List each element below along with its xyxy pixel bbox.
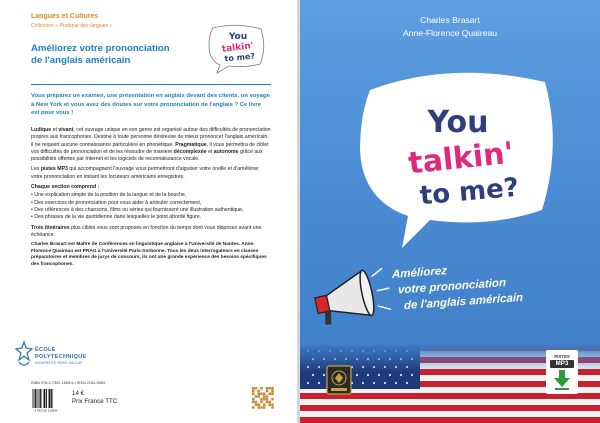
publisher-logo [14,340,124,370]
barcode-icon [31,388,61,412]
download-arrow-icon [554,370,570,390]
megaphone-icon [308,266,393,334]
back-paragraph-1 [31,127,271,163]
mini-logo-tome: to me? [224,51,256,64]
p2-text-2: qui accompagnent l'ouvrage vous permettront d'aiguiser votre oreille et d'améliorer votre prononciation en imitant les locuteurs américains enregistrés. [31,166,259,180]
p1-bold-3: Pragmatique [175,141,207,148]
p3-text-1: plus ciblés vous sont proposés en fonction du temps dont vous disposez avant une échéance. [31,224,262,238]
isbn: ISBN 978-2-7302-1659-5 • ISSN 2104-9963 [31,381,105,385]
p1-text-4: et [206,148,214,155]
back-paragraph-3 [31,225,271,240]
feature-item: • Une explication simple de la position de la langue et de la bouche, [31,192,187,199]
barcode-number: 9 782730 216595 [34,409,58,412]
p1-text-1: et [51,127,59,133]
collection-suffix: » [108,23,113,29]
subtitle-line-1: Améliorez [392,265,447,281]
chapter-heading: Chaque section comprend : [31,184,100,191]
p1-bold-2: vivant [58,127,74,133]
p1-bold-5: autonome [213,148,239,155]
front-cover [300,0,600,423]
subtitle-line-2: votre prononciation [398,277,506,297]
speech-bubble-icon [350,60,560,250]
p1-text-5: grâce aux possibilités offertes par Internet et les logiciels de reconnaissance vocale. [31,148,263,163]
collection-name [31,23,113,29]
price-label: Prix France TTC [72,398,118,405]
mini-logo-you: You [228,32,248,42]
publisher-line-1: ÉCOLE [35,347,56,353]
publisher-badge-icon [326,365,352,395]
p1-bold-1: Ludique [31,127,52,133]
title-talkin: talkin' [406,135,516,182]
feature-item: • Des phrases de la vie quotidienne dans lesquelles le point abordé figure. [31,214,202,221]
back-paragraph-2 [31,166,271,181]
subtitle-line-3: de l'anglais américain [404,291,524,313]
back-headline-line2: de l'anglais américain [31,55,131,66]
feature-item: • Des références à des chansons, films ou séries qui fournissent une illustration authentique, [31,206,244,213]
back-headline [31,43,201,67]
publisher-line-2: POLYTECHNIQUE [35,354,87,360]
p2-bold-1: pistes MP3 [40,166,68,173]
back-body [31,127,271,272]
collection-prefix: Collection « [31,23,60,29]
mp3-label-2: MP3 [550,360,574,368]
p1-bold-4: décomplexée [173,148,207,155]
front-subtitle [392,253,592,315]
feature-list [31,192,271,221]
front-authors [300,14,600,40]
back-divider [31,84,271,85]
title-tome: to me? [418,172,520,212]
back-intro: Vous préparez un examen, une présentation en anglais devant des clients, un voyage à New York et vous avez des doutes sur votre prononciation de l'anglais ? Ce livre est pour vous ! [31,93,270,117]
mini-speech-bubble-icon [205,24,267,74]
mini-logo-talkin: talkin' [221,41,255,55]
author-1: Charles Brasart [420,15,480,25]
polytechnique-logo-icon [14,340,34,370]
p1-text-3: , il vous permettra de cibler vos difficultés de prononciation et de les résoudre de manière [31,141,269,155]
feature-item: • Des exercices de prononciation pour vous aider à articuler correctement, [31,199,202,206]
title-you: You [427,105,489,140]
collection-subtitle: Pratique des langues [59,23,109,29]
price-value: 14 € [72,390,85,397]
series-title: Langues et Cultures [31,13,99,20]
mp3-label-1: PISTES [554,354,570,359]
mp3-badge [546,350,578,394]
p1-text-2: , cet ouvrage unique en son genre est organisé autour des difficultés de prononciation propres aux francophones. Destiné à toute personne désireuse de mieux prononcer l'anglais américain, il ne requiert aucune connaissance particulière en phonétique. [31,127,271,148]
back-headline-line1: Améliorez votre prononciation [31,43,170,54]
qr-code-icon [251,386,275,410]
price-block [72,390,117,406]
authors-bio: Charles Brasart est Maître de Conférences en linguistique anglaise à l'Université de Nantes. Anne-Florence Quaireau est PRAG à l'Université Paris-Sorbonne. Tous les deux interrogateurs en classes préparatoires et membres de jurys de concours, ils ont une grande expérience des besoins spécifiques des francophones. [31,242,267,267]
p3-bold-1: Trois itinéraires [31,224,70,231]
publisher-line-3: UNIVERSITÉ PARIS-SACLAY [35,361,83,365]
p2-text-1: Les [31,166,41,173]
author-2: Anne-Florence Quaireau [402,28,498,38]
back-cover [0,0,297,423]
